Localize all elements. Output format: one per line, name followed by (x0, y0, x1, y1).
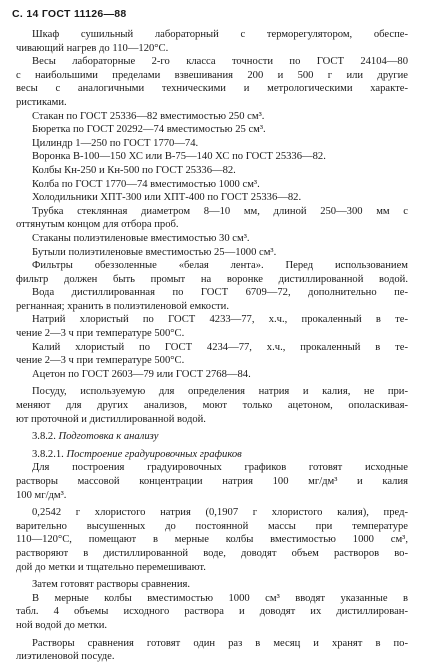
text-line: Шкаф сушильный лабораторный с терморегулятором, обеспе- (32, 29, 408, 40)
page-header: С. 14 ГОСТ 11126—88 (12, 8, 127, 20)
text-line: фильтр должен быть промыт на воронке дистиллированной водой. (16, 273, 408, 285)
text-line: 3.8.2.1. Построение градуировочных графиков (32, 448, 242, 460)
text-line: Стакан по ГОСТ 25336—82 вместимостью 250 см³. (32, 110, 265, 122)
text-line: Воронка В-100—150 ХС или В-75—140 ХС по ГОСТ 25336—82. (32, 151, 326, 163)
text-line: Цилиндр 1—250 по ГОСТ 1770—74. (32, 137, 199, 149)
text-line: 110—120°С, помещают в мерные колбы вместимостью 1000 см³, (16, 534, 408, 546)
text-line: Холодильники ХПТ-300 или ХПТ-400 по ГОСТ 25336—82. (32, 192, 302, 204)
text-line: Колба по ГОСТ 1770—74 вместимостью 1000 см³. (32, 178, 260, 190)
text-line: ристиками. (16, 96, 67, 108)
text-line: 3.8.2. Подготовка к анализу (32, 431, 159, 443)
text-line: дой до метки и тщательно перемешивают. (16, 561, 206, 573)
text-line: В мерные колбы вместимостью 1000 см³ вводят указанные в (32, 592, 408, 604)
text-line: Для построения градуировочных графиков готовят исходные (32, 462, 408, 474)
text-line: Калий хлористый по ГОСТ 4234—77, х.ч., прокаленный в те- (32, 341, 408, 353)
text-line: Колбы Кн-250 и Кн-500 по ГОСТ 25336—82. (32, 164, 236, 176)
text-line: Фильтры обеззоленные «белая лента». Перед использованием (32, 260, 408, 272)
text-line: Растворы сравнения готовят один раз в месяц и хранят в по- (32, 637, 408, 649)
text-line: Натрий хлористый по ГОСТ 4233—77, х.ч., прокаленный в те- (32, 314, 408, 326)
text-line: табл. 4 объемы исходного раствора и доводят их дистиллирован- (16, 606, 408, 618)
text-line: с наибольшими пределами взвешивания 200 и 500 г или другие (16, 69, 408, 81)
text-line: ют проточной и дистиллированной водой. (16, 413, 206, 425)
text-line: Бутыли полиэтиленовые вместимостью 25—1000 см³. (32, 246, 277, 258)
text-line: Бюретка по ГОСТ 20292—74 вместимостью 25 см³. (32, 124, 266, 136)
text-line: ной водой до метки. (16, 619, 108, 631)
text-line: Стаканы полиэтиленовые вместимостью 30 см³. (32, 232, 250, 244)
text-line: чение 2—3 ч при температуре 500°С. (16, 355, 185, 367)
text-line: Затем готовят растворы сравнения. (32, 579, 191, 591)
text-line: растворы массовой концентрации натрия 100 мг/дм³ и калия (16, 476, 408, 487)
text-line: весы с аналогичными техническими и метрологическими характе- (16, 83, 408, 95)
text-line: растворяют в дистиллированной воде, доводят объем растворов во- (16, 547, 408, 559)
text-line: Вода дистиллированная по ГОСТ 6709—72, дополнительно пе- (32, 287, 408, 299)
text-line: Ацетон по ГОСТ 2603—79 или ГОСТ 2768—84. (32, 368, 251, 380)
text-line: оттянутым концом для отбора проб. (16, 219, 179, 231)
text-line: Трубка стеклянная диаметром 8—10 мм, длиной 250—300 мм с (32, 205, 408, 217)
text-line: Посуду, используемую для определения натрия и калия, не при- (32, 386, 408, 398)
text-line: варительно высушенных до постоянной массы при температуре (16, 520, 408, 532)
text-line: 100 мг/дм³. (16, 489, 67, 501)
text-line: Весы лабораторные 2-го класса точности по ГОСТ 24104—80 (32, 56, 408, 68)
text-line: 0,2542 г хлористого натрия (0,1907 г хлористого калия), пред- (32, 507, 408, 519)
document-body (16, 28, 408, 664)
text-line: меняют для других анализов, моют только ацетоном, ополаскивая- (16, 400, 408, 412)
text-line: чение 2—3 ч при температуре 500°С. (16, 328, 185, 340)
text-line: чивающий нагрев до 110—120°С. (16, 42, 169, 54)
text-line: лиэтиленовой посуде. (16, 651, 115, 663)
text-line: регнанная; хранить в полиэтиленовой емкости. (16, 300, 229, 312)
